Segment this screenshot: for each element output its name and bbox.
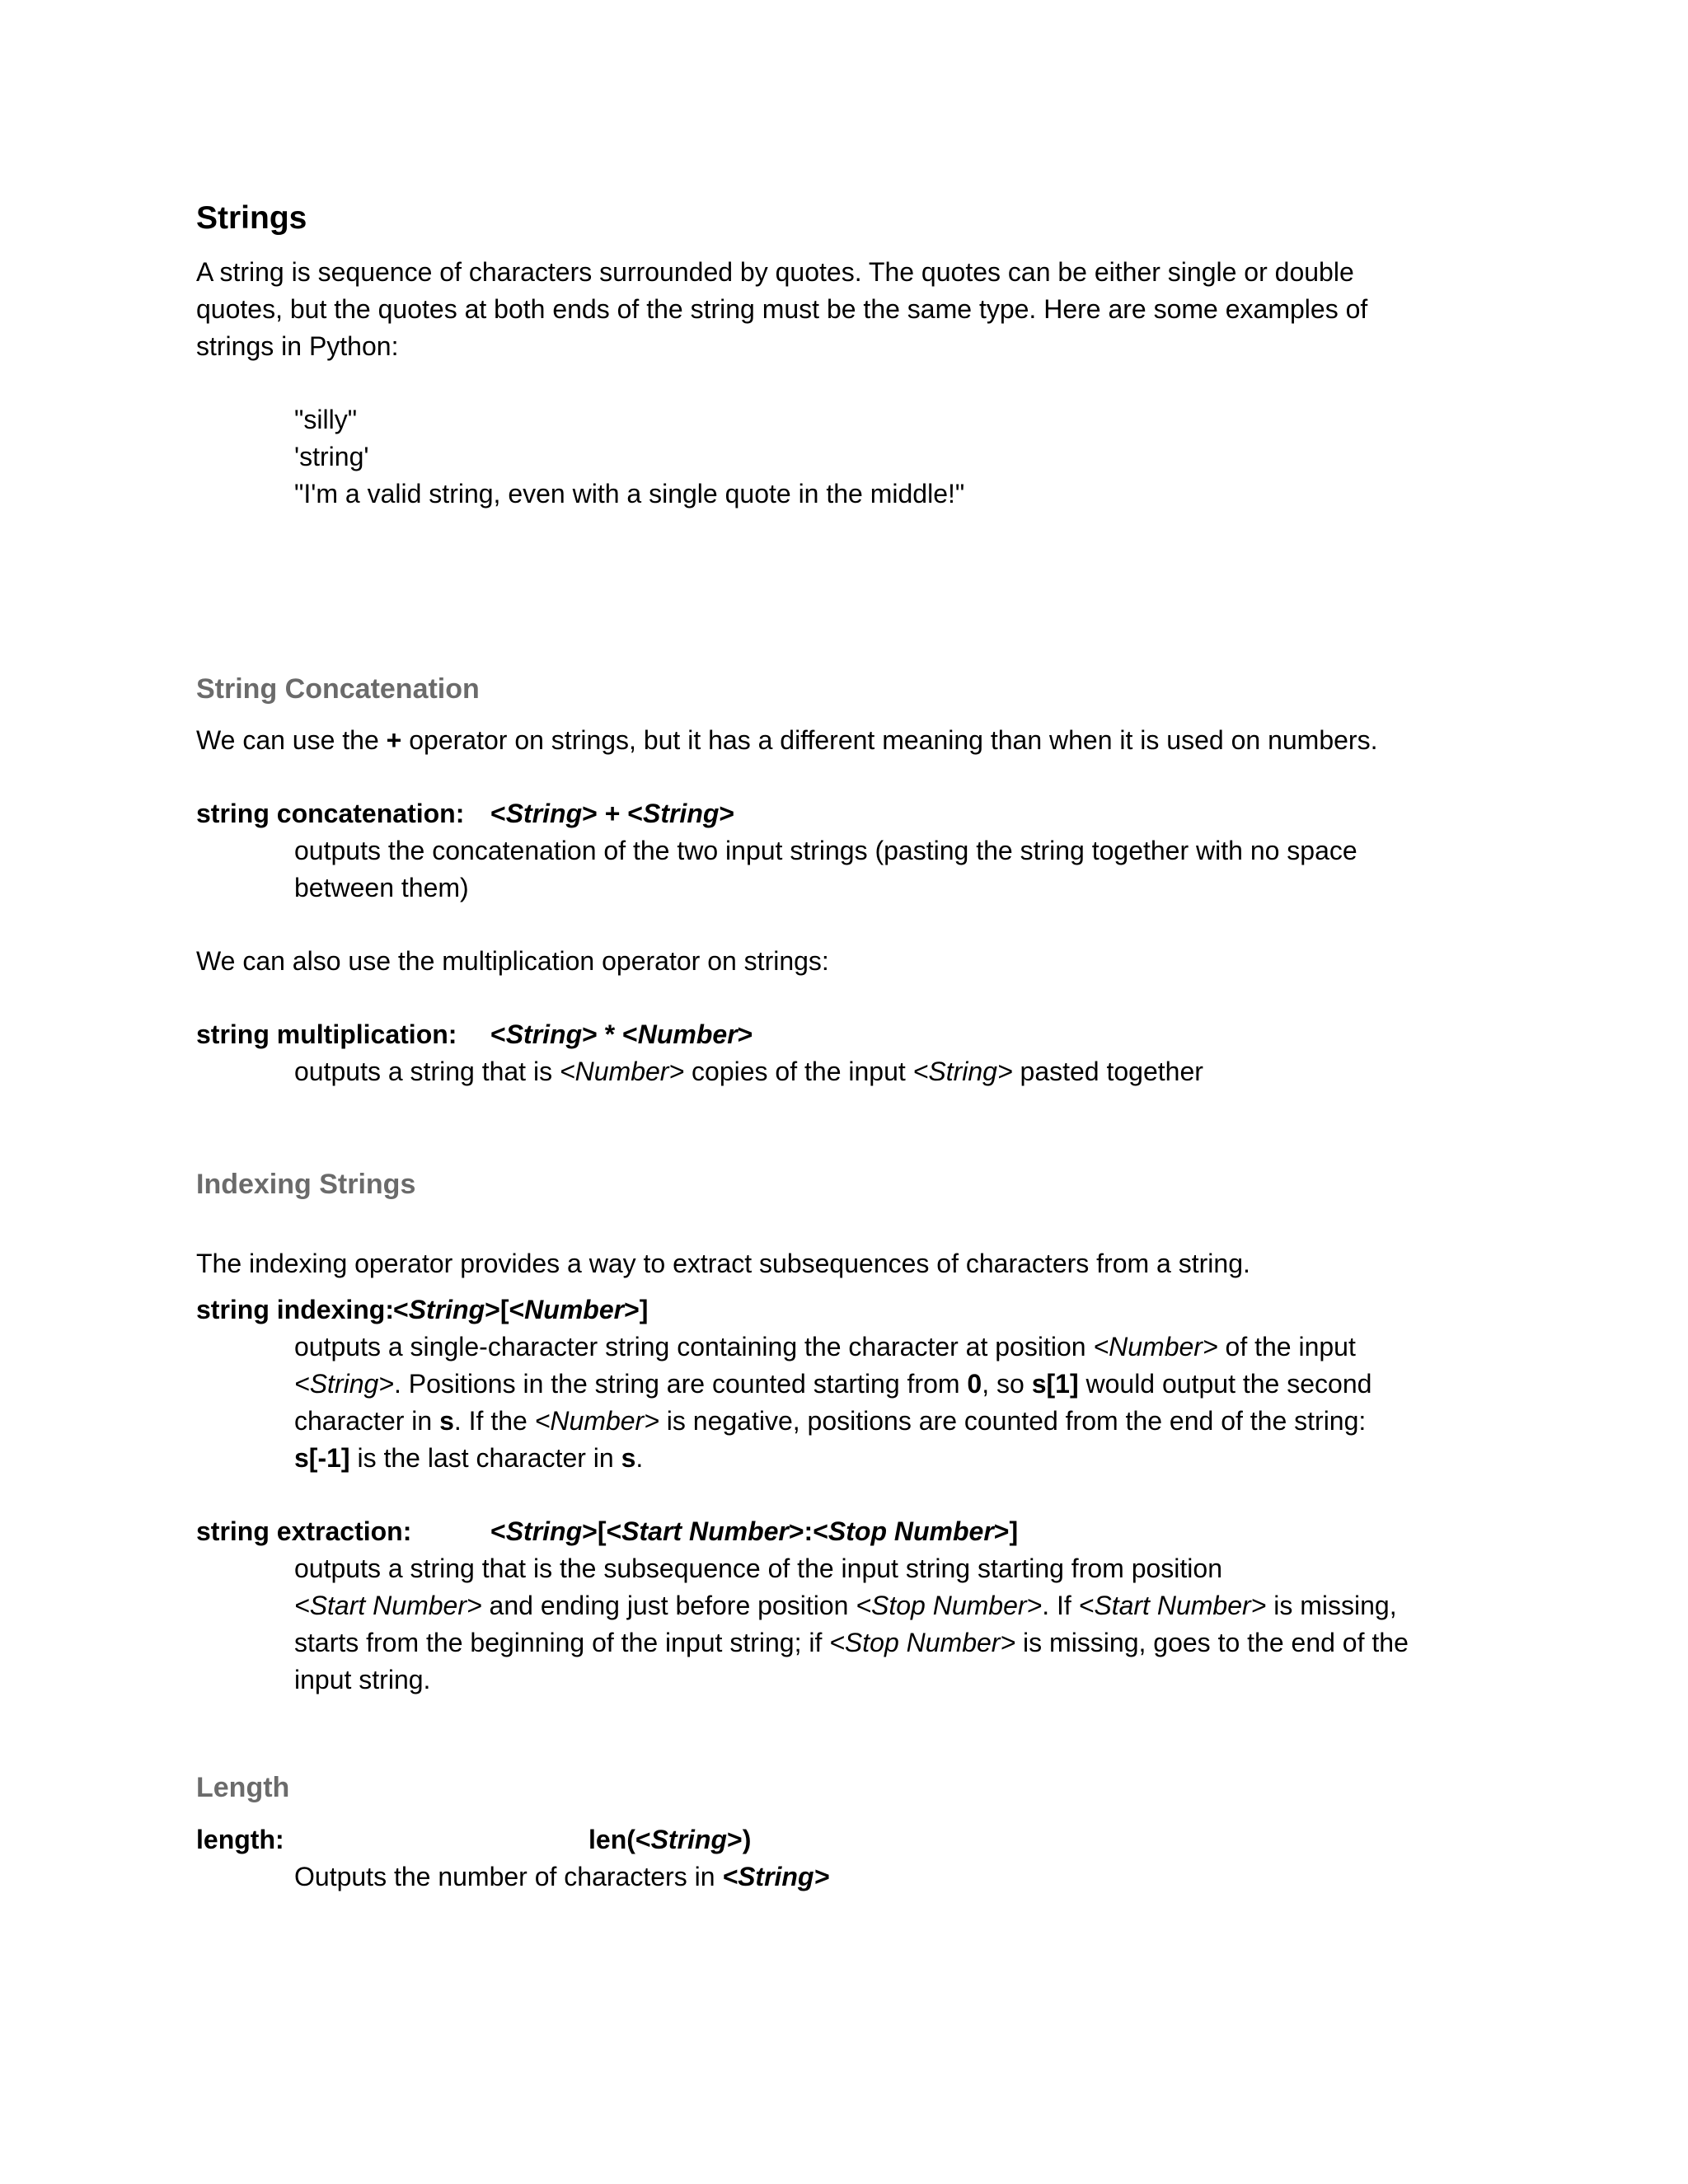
example-string-2: 'string': [294, 442, 369, 471]
desc-code: 0: [967, 1369, 982, 1399]
desc-text: is negative, positions are counted from the end of the string:: [659, 1406, 1367, 1436]
desc-text: . If: [1042, 1591, 1079, 1620]
indexing-desc-line-4: [294, 1440, 643, 1477]
syntax-part: <: [393, 1295, 409, 1324]
desc-param: <Number>: [534, 1406, 659, 1436]
desc-text: of the input: [1217, 1332, 1356, 1361]
intro-text-a: We can use the: [196, 725, 387, 755]
concatenation-intro: [196, 722, 1377, 759]
example-string-1: "silly": [294, 405, 358, 434]
desc-param: <Start Number>: [1078, 1591, 1267, 1620]
plus-operator: +: [386, 725, 402, 755]
extraction-desc-line-2: [294, 1587, 1397, 1624]
syntax-type: String: [505, 799, 583, 828]
desc-text: outputs a single-character string containing the character at position: [294, 1332, 1094, 1361]
syntax-part: > + <: [582, 799, 643, 828]
syntax-part: >]: [624, 1295, 649, 1324]
syntax-part: >): [727, 1825, 752, 1854]
syntax-type: Stop Number: [828, 1516, 994, 1546]
syntax-part: >:<: [788, 1516, 828, 1546]
intro-text-b: operator on strings, but it has a different meaning than when it is used on numbers.: [401, 725, 1378, 755]
concatenation-term-label: string concatenation:: [196, 799, 465, 828]
syntax-part: >: [737, 1019, 753, 1049]
syntax-type: String: [650, 1825, 728, 1854]
indexing-term-label: string indexing:: [196, 1295, 394, 1324]
desc-text: , so: [982, 1369, 1032, 1399]
syntax-part: >[<: [485, 1295, 525, 1324]
concatenation-desc-line-1: outputs the concatenation of the two input strings (pasting the string together with no space: [294, 836, 1357, 865]
indexing-desc-line-1: [294, 1329, 1356, 1366]
desc-param: <Number>: [559, 1057, 685, 1086]
desc-param: <String>: [294, 1369, 394, 1399]
concatenation-syntax: [490, 795, 734, 832]
syntax-type: Number: [524, 1295, 625, 1324]
desc-param: <String>: [722, 1862, 830, 1891]
length-syntax: [588, 1821, 751, 1858]
desc-param: <Stop Number>: [829, 1628, 1016, 1657]
multiplication-intro: We can also use the multiplication operator on strings:: [196, 946, 829, 976]
intro-line-3: strings in Python:: [196, 331, 399, 361]
syntax-type: String: [505, 1019, 583, 1049]
syntax-type: String: [505, 1516, 583, 1546]
indexing-desc-line-3: [294, 1403, 1366, 1440]
extraction-desc-line-1: outputs a string that is the subsequence of the input string starting from position: [294, 1554, 1222, 1583]
desc-text: is missing, goes to the end of the: [1015, 1628, 1409, 1657]
intro-line-1: A string is sequence of characters surrounded by quotes. The quotes can be either single or double: [196, 257, 1354, 287]
desc-param: <Stop Number>: [856, 1591, 1043, 1620]
syntax-part: <: [490, 1516, 506, 1546]
extraction-desc-line-4: input string.: [294, 1665, 431, 1694]
extraction-term-label: string extraction:: [196, 1516, 412, 1546]
indexing-intro: The indexing operator provides a way to extract subsequences of characters from a string.: [196, 1249, 1250, 1278]
desc-code: s: [439, 1406, 454, 1436]
syntax-type: String: [642, 799, 720, 828]
desc-text: would output the second: [1078, 1369, 1372, 1399]
desc-param: <String>: [912, 1057, 1013, 1086]
desc-text: . If the: [453, 1406, 535, 1436]
desc-text: copies of the input: [684, 1057, 913, 1086]
syntax-type: String: [408, 1295, 485, 1324]
syntax-part: <: [490, 1019, 506, 1049]
desc-text: outputs a string that is: [294, 1057, 560, 1086]
length-term-label: length:: [196, 1825, 284, 1854]
syntax-part: len(<: [588, 1825, 651, 1854]
syntax-type: Start Number: [621, 1516, 789, 1546]
example-string-3: "I'm a valid string, even with a single quote in the middle!": [294, 479, 965, 509]
indexing-syntax: [393, 1291, 648, 1329]
section-title-strings: Strings: [196, 200, 307, 236]
desc-code: s[-1]: [294, 1443, 350, 1473]
desc-text: is missing,: [1266, 1591, 1397, 1620]
section-heading-indexing: Indexing Strings: [196, 1169, 416, 1200]
desc-text: pasted together: [1012, 1057, 1203, 1086]
extraction-syntax: [490, 1513, 1018, 1550]
syntax-part: <: [490, 799, 506, 828]
concatenation-desc-line-2: between them): [294, 873, 469, 902]
desc-text: Outputs the number of characters in: [294, 1862, 723, 1891]
section-heading-concatenation: String Concatenation: [196, 673, 480, 705]
syntax-part: >[<: [582, 1516, 622, 1546]
desc-text: is the last character in: [349, 1443, 621, 1473]
intro-line-2: quotes, but the quotes at both ends of the string must be the same type. Here are some examples of: [196, 294, 1368, 324]
desc-text: starts from the beginning of the input string; if: [294, 1628, 830, 1657]
syntax-part: >: [719, 799, 735, 828]
indexing-desc-line-2: [294, 1366, 1372, 1403]
desc-param: <Start Number>: [294, 1591, 482, 1620]
syntax-type: Number: [637, 1019, 738, 1049]
desc-text: . Positions in the string are counted starting from: [393, 1369, 968, 1399]
section-heading-length: Length: [196, 1772, 290, 1803]
extraction-desc-line-3: [294, 1624, 1409, 1661]
multiplication-desc: [294, 1053, 1203, 1090]
syntax-part: >]: [993, 1516, 1019, 1546]
multiplication-syntax: [490, 1016, 753, 1053]
desc-text: character in: [294, 1406, 440, 1436]
multiplication-term-label: string multiplication:: [196, 1019, 457, 1049]
desc-text: and ending just before position: [481, 1591, 856, 1620]
length-desc: [294, 1858, 829, 1896]
desc-param: <Number>: [1093, 1332, 1218, 1361]
syntax-part: > * <: [582, 1019, 638, 1049]
desc-code: s[1]: [1031, 1369, 1079, 1399]
desc-text: .: [635, 1443, 644, 1473]
desc-code: s: [621, 1443, 636, 1473]
